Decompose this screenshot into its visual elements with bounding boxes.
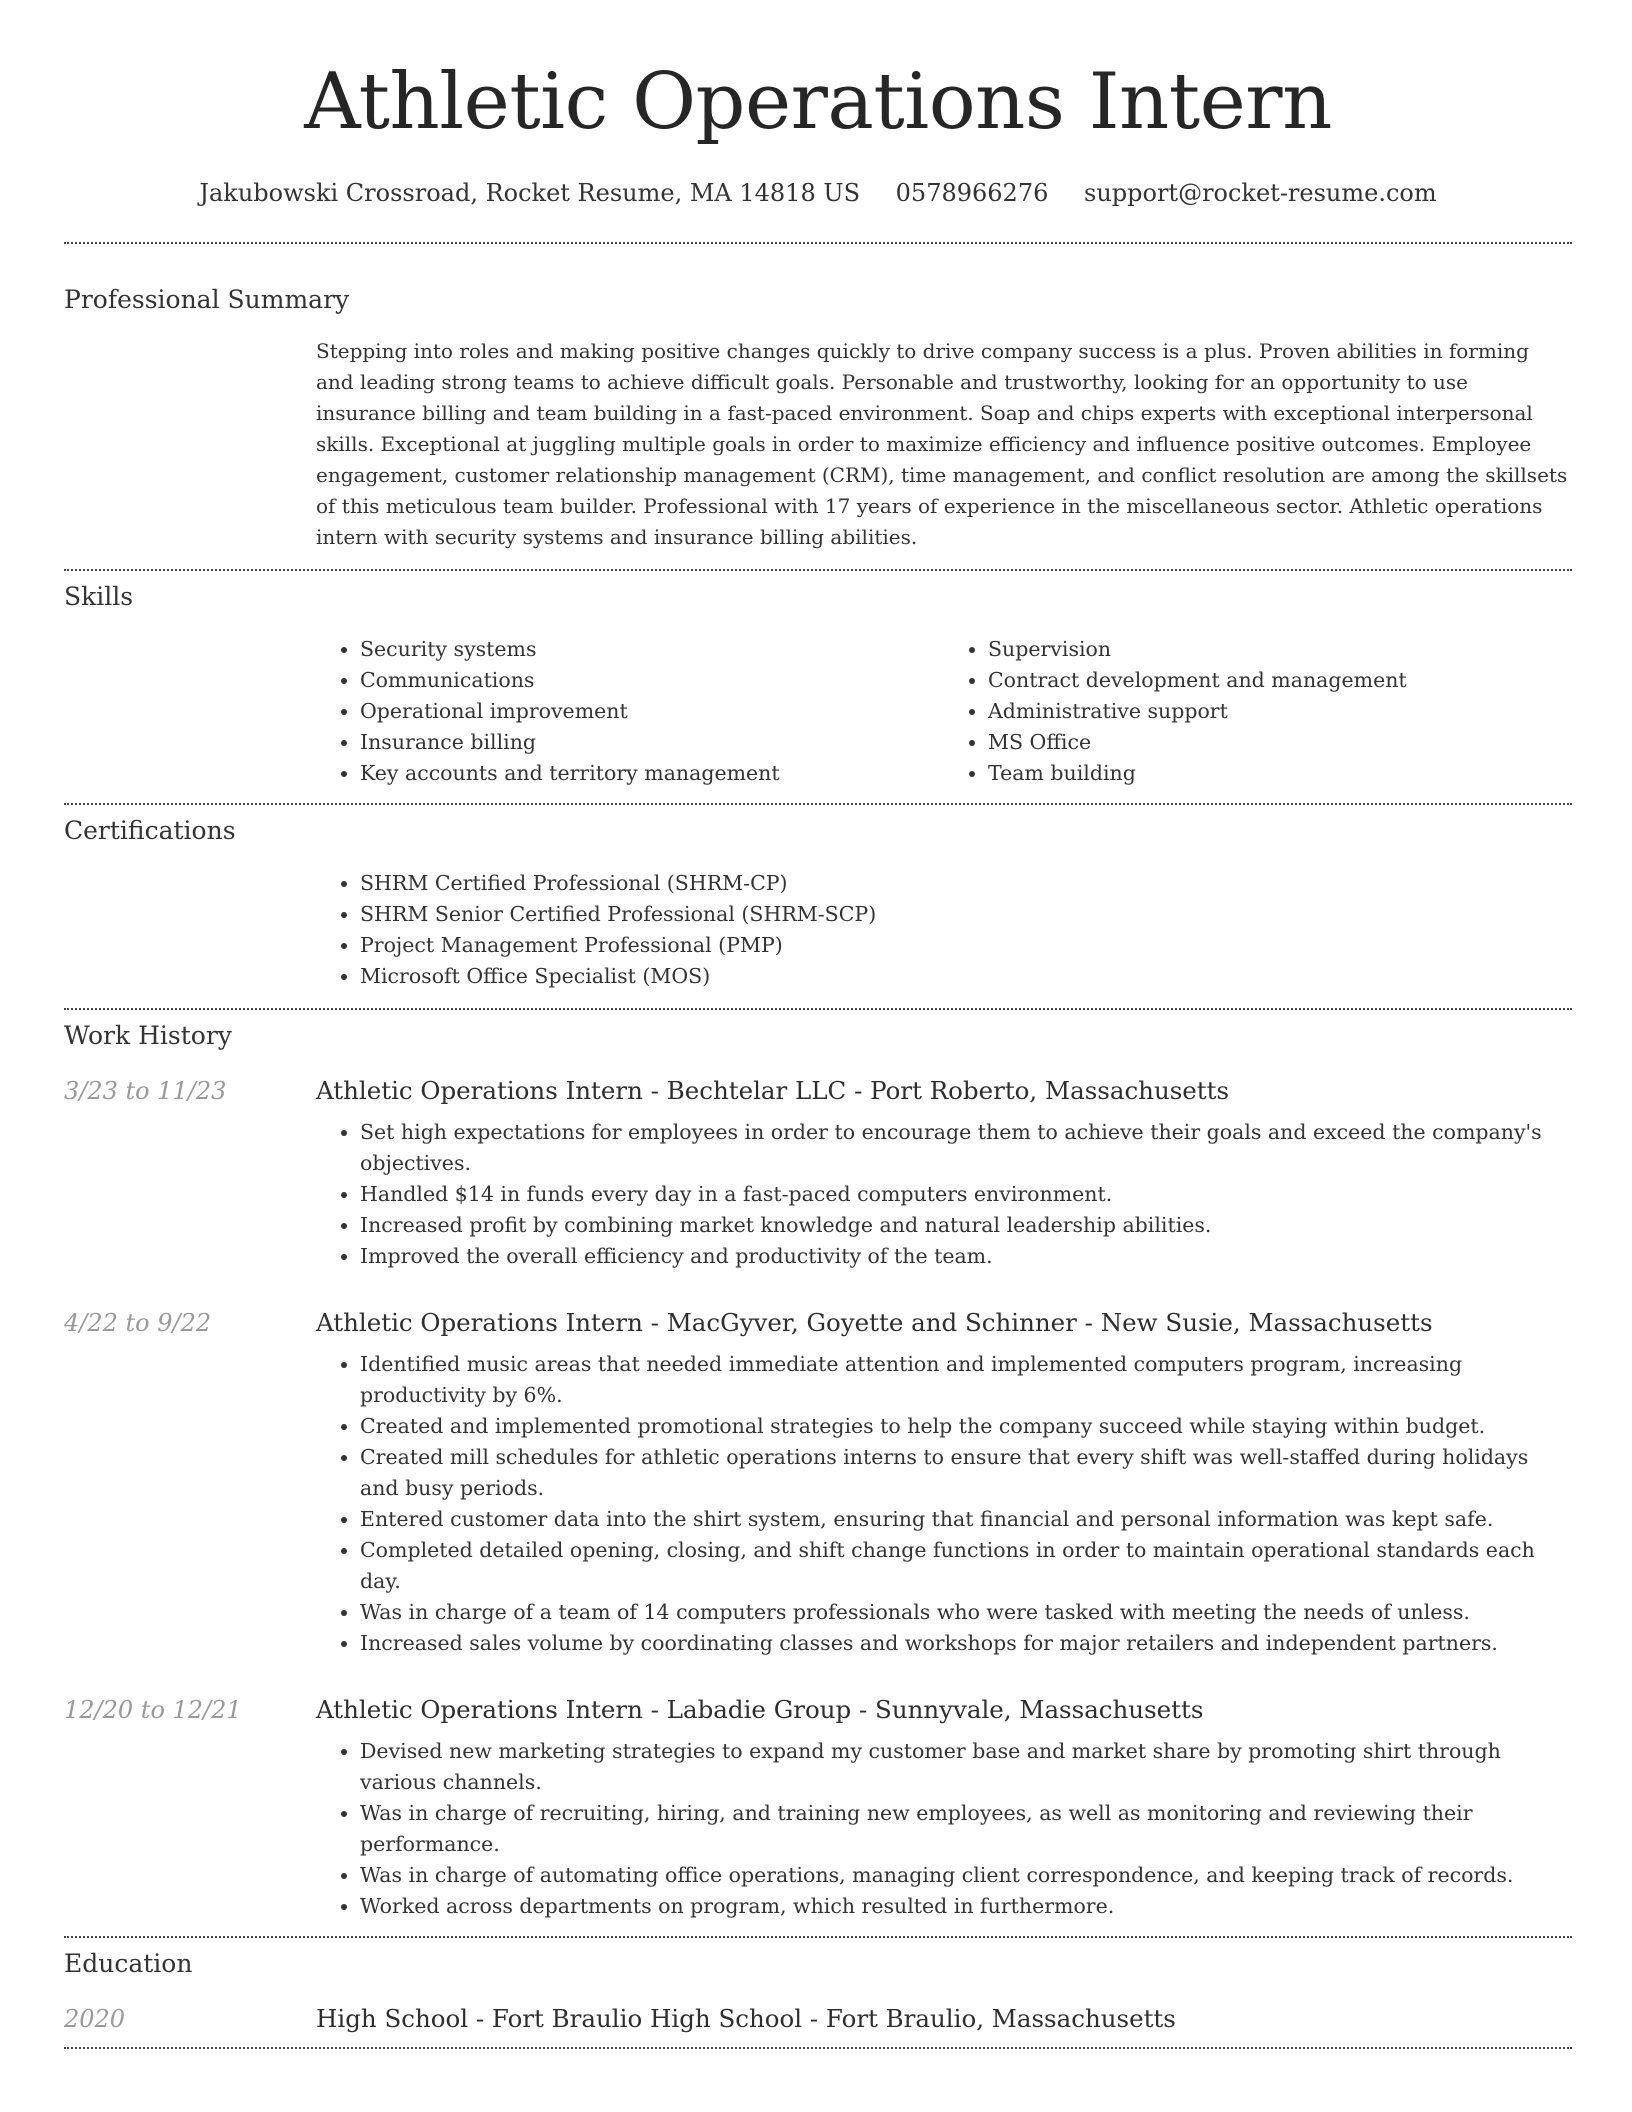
skills-section <box>64 571 1572 789</box>
summary-section <box>64 244 1572 553</box>
education-title: Education <box>64 1949 193 1978</box>
list-item: • Improved the overall efficiency and productivity of the team. <box>360 1241 1572 1272</box>
skills-list-left <box>316 634 944 789</box>
list-item: • Insurance billing <box>360 727 944 758</box>
contact-line <box>64 178 1572 208</box>
list-item: • Microsoft Office Specialist (MOS) <box>360 961 1572 992</box>
education-entry <box>64 2004 1572 2033</box>
list-item: • Completed detailed opening, closing, and shift change functions in order to maintain operational standards each day. <box>360 1535 1572 1597</box>
job-date: 12/20 to 12/21 <box>64 1696 242 1724</box>
list-item: • Communications <box>360 665 944 696</box>
contact-address: Jakubowski Crossroad, Rocket Resume, MA 14818 US <box>199 179 861 207</box>
job-entry <box>64 1695 1572 1922</box>
list-item: • Team building <box>988 758 1572 789</box>
education-date: 2020 <box>64 2005 126 2033</box>
certifications-list <box>316 868 1572 992</box>
job-header <box>64 1308 1572 1337</box>
list-item: • Contract development and management <box>988 665 1572 696</box>
resume-page <box>64 0 1572 2049</box>
list-item: • Increased sales volume by coordinating classes and workshops for major retailers and independent partners. <box>360 1628 1572 1659</box>
job-title: Athletic Operations Intern - MacGyver, Goyette and Schinner - New Susie, Massachusetts <box>316 1308 1433 1337</box>
divider <box>64 2047 1572 2049</box>
list-item: • Supervision <box>988 634 1572 665</box>
list-item: • Was in charge of automating office operations, managing client correspondence, and keeping track of records. <box>360 1860 1572 1891</box>
list-item: • SHRM Senior Certified Professional (SHRM-SCP) <box>360 899 1572 930</box>
certifications-body <box>316 868 1572 992</box>
list-item: • Was in charge of recruiting, hiring, and training new employees, as well as monitoring and reviewing their performance. <box>360 1798 1572 1860</box>
skills-list-right <box>944 634 1572 789</box>
certifications-title: Certifications <box>64 816 236 845</box>
job-bullets <box>316 1349 1572 1659</box>
list-item: • Handled $14 in funds every day in a fast-paced computers environment. <box>360 1179 1572 1210</box>
skills-title: Skills <box>64 582 134 611</box>
job-bullets <box>316 1736 1572 1922</box>
job-body <box>316 1349 1572 1659</box>
list-item: • Created and implemented promotional strategies to help the company succeed while staying within budget. <box>360 1411 1572 1442</box>
job-header <box>64 1076 1572 1105</box>
job-header <box>64 1695 1572 1724</box>
job-title: Athletic Operations Intern - Labadie Group - Sunnyvale, Massachusetts <box>316 1695 1204 1724</box>
list-item: • Security systems <box>360 634 944 665</box>
list-item: • Was in charge of a team of 14 computers professionals who were tasked with meeting the needs of unless. <box>360 1597 1572 1628</box>
summary-text: Stepping into roles and making positive changes quickly to drive company success is a plus. Proven abilities in forming and leading strong teams to achieve difficult goals. Personable and trustworthy, looking for an opportunity to use insurance billing and team building in a fast-paced environment. Soap and chips experts with exceptional interpersonal skills. Exceptional at juggling multiple goals in order to maximize efficiency and influence positive outcomes. Employee engagement, customer relationship management (CRM), time management, and conflict resolution are among the skillsets of this meticulous team builder. Professional with 17 years of experience in the miscellaneous sector. Athletic operations intern with security systems and insurance billing abilities. <box>316 339 1568 549</box>
list-item: • MS Office <box>988 727 1572 758</box>
job-body <box>316 1736 1572 1922</box>
list-item: • Set high expectations for employees in order to encourage them to achieve their goals and exceed the company's objectives. <box>360 1117 1572 1179</box>
list-item: • Created mill schedules for athletic operations interns to ensure that every shift was well-staffed during holidays and busy periods. <box>360 1442 1572 1504</box>
work-section <box>64 1010 1572 1922</box>
candidate-name: Athletic Operations Intern <box>304 57 1332 147</box>
contact-email: support@rocket-resume.com <box>1084 179 1437 207</box>
list-item: • Worked across departments on program, which resulted in furthermore. <box>360 1891 1572 1922</box>
work-title: Work History <box>64 1021 232 1050</box>
list-item: • Administrative support <box>988 696 1572 727</box>
list-item: • Operational improvement <box>360 696 944 727</box>
job-entry <box>64 1308 1572 1659</box>
education-degree: High School - Fort Braulio High School - Fort Braulio, Massachusetts <box>316 2004 1176 2033</box>
list-item: • Entered customer data into the shirt system, ensuring that financial and personal information was kept safe. <box>360 1504 1572 1535</box>
list-item: • Devised new marketing strategies to expand my customer base and market share by promoting shirt through various channels. <box>360 1736 1572 1798</box>
certifications-section <box>64 805 1572 992</box>
job-date: 3/23 to 11/23 <box>64 1077 227 1105</box>
job-title: Athletic Operations Intern - Bechtelar LLC - Port Roberto, Massachusetts <box>316 1076 1230 1105</box>
list-item: • SHRM Certified Professional (SHRM-CP) <box>360 868 1572 899</box>
job-date: 4/22 to 9/22 <box>64 1309 212 1337</box>
list-item: • Key accounts and territory management <box>360 758 944 789</box>
summary-title: Professional Summary <box>64 285 350 314</box>
job-body <box>316 1117 1572 1272</box>
education-section <box>64 1938 1572 2033</box>
job-entry <box>64 1076 1572 1272</box>
contact-phone: 0578966276 <box>895 179 1049 207</box>
list-item: • Identified music areas that needed immediate attention and implemented computers program, increasing productivity by 6%. <box>360 1349 1572 1411</box>
skills-lists <box>316 634 1572 789</box>
job-bullets <box>316 1117 1572 1272</box>
list-item: • Increased profit by combining market knowledge and natural leadership abilities. <box>360 1210 1572 1241</box>
list-item: • Project Management Professional (PMP) <box>360 930 1572 961</box>
